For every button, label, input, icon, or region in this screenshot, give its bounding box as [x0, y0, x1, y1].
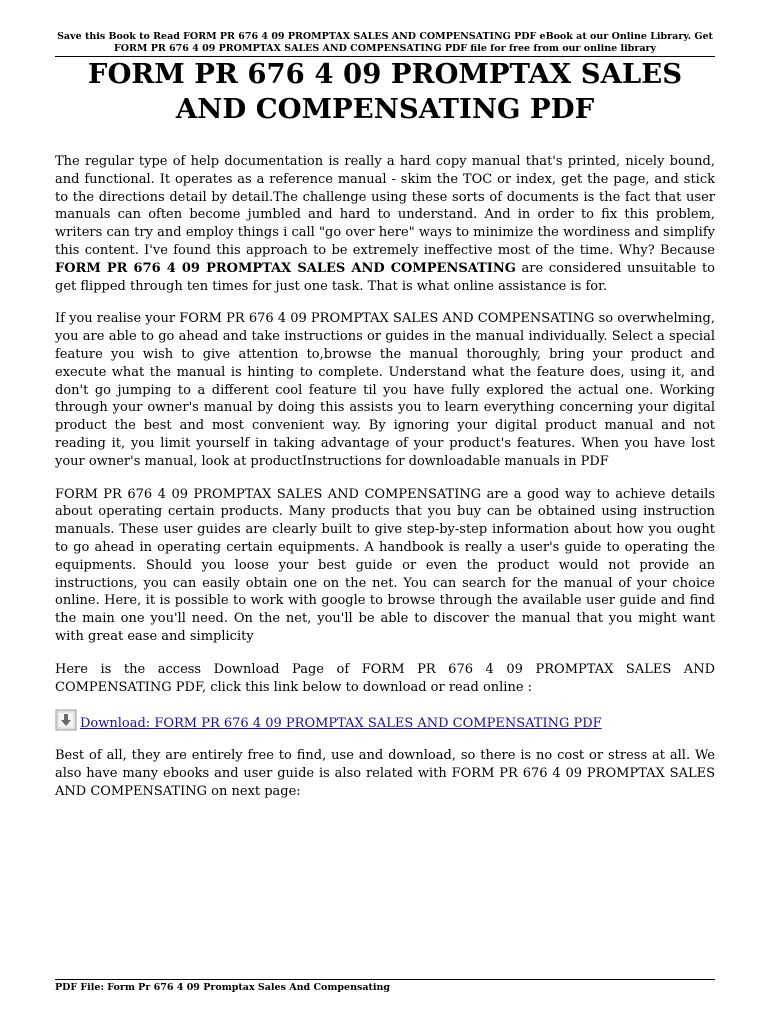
document-body: [55, 153, 715, 816]
paragraph-overwhelming: If you realise your FORM PR 676 4 09 PROMPTAX SALES AND COMPENSATING so overwhelming, you are able to go ahead and take instructions or guides in the manual individually. Select a special feature you wish to give attention to,browse the manual thoroughly, bring your product and execute what the manual is hinting to complete. Understand what the feature does, using it, and don't go jumping to a different cool feature til you have fully explored the actual one. Working through your owner's manual by doing this assists you to learn everything concerning your digital product the best and most convenient way. By ignoring your digital product manual and not reading it, you limit yourself in taking advantage of your product's features. When you have lost your owner's manual, look at productInstructions for downloadable manuals in PDF: [55, 311, 715, 469]
footer-divider: [55, 979, 715, 980]
paragraph-access: Here is the access Download Page of FORM PR 676 4 09 PROMPTAX SALES AND COMPENSATING PDF, click this link below to download or read online :: [55, 661, 715, 695]
page-footer: PDF File: Form Pr 676 4 09 Promptax Sales And Compensating: [55, 982, 391, 993]
download-link[interactable]: Download: FORM PR 676 4 09 PROMPTAX SALES AND COMPENSATING PDF: [80, 716, 602, 732]
download-icon[interactable]: [55, 709, 77, 731]
paragraph-intro-bold: FORM PR 676 4 09 PROMPTAX SALES AND COMPENSATING: [55, 260, 516, 276]
paragraph-intro-text-a: The regular type of help documentation is really a hard copy manual that's printed, nicely bound, and functional. It operates as a reference manual - skim the TOC or index, get the page, and stick to the directions detail by detail.The challenge using these sorts of documents is the fact that user manuals can often become jumbled and hard to understand. And in order to fix this problem, writers can try and employ things i call "go over here" ways to minimize the wordiness and simplify this content. I've found this approach to be extremely ineffective most of the time. Why? Because: [55, 154, 715, 258]
page-title: FORM PR 676 4 09 PROMPTAX SALES AND COMPENSATING PDF: [87, 58, 683, 125]
paragraph-details: FORM PR 676 4 09 PROMPTAX SALES AND COMPENSATING are a good way to achieve details about operating certain products. Many products that you buy can be obtained using instruction manuals. These user guides are clearly built to give step-by-step information about how you ought to go ahead in operating certain equipments. A handbook is really a user's guide to operating the equipments. Should you loose your best guide or even the product would not provide an instructions, you can easily obtain one on the net. You can search for the manual of your choice online. Here, it is possible to work with google to browse through the available user guide and find the main one you'll need. On the net, you'll be able to discover the manual that you might want with great ease and simplicity: [55, 486, 715, 644]
page-header: Save this Book to Read FORM PR 676 4 09 PROMPTAX SALES AND COMPENSATING PDF eBook at our Online Library. Get FORM PR 676 4 09 PROMPTAX SALES AND COMPENSATING PDF file for free from our online library: [57, 31, 713, 54]
paragraph-closing: Best of all, they are entirely free to find, use and download, so there is no cost or stress at all. We also have many ebooks and user guide is also related with FORM PR 676 4 09 PROMPTAX SALES AND COMPENSATING on next page:: [55, 748, 715, 799]
download-row[interactable]: [55, 711, 715, 733]
paragraph-intro: [55, 153, 715, 295]
paragraph-intro-text-b: are considered unsuitable to get flipped through ten times for just one task. That is what online assistance is for.: [55, 260, 716, 294]
